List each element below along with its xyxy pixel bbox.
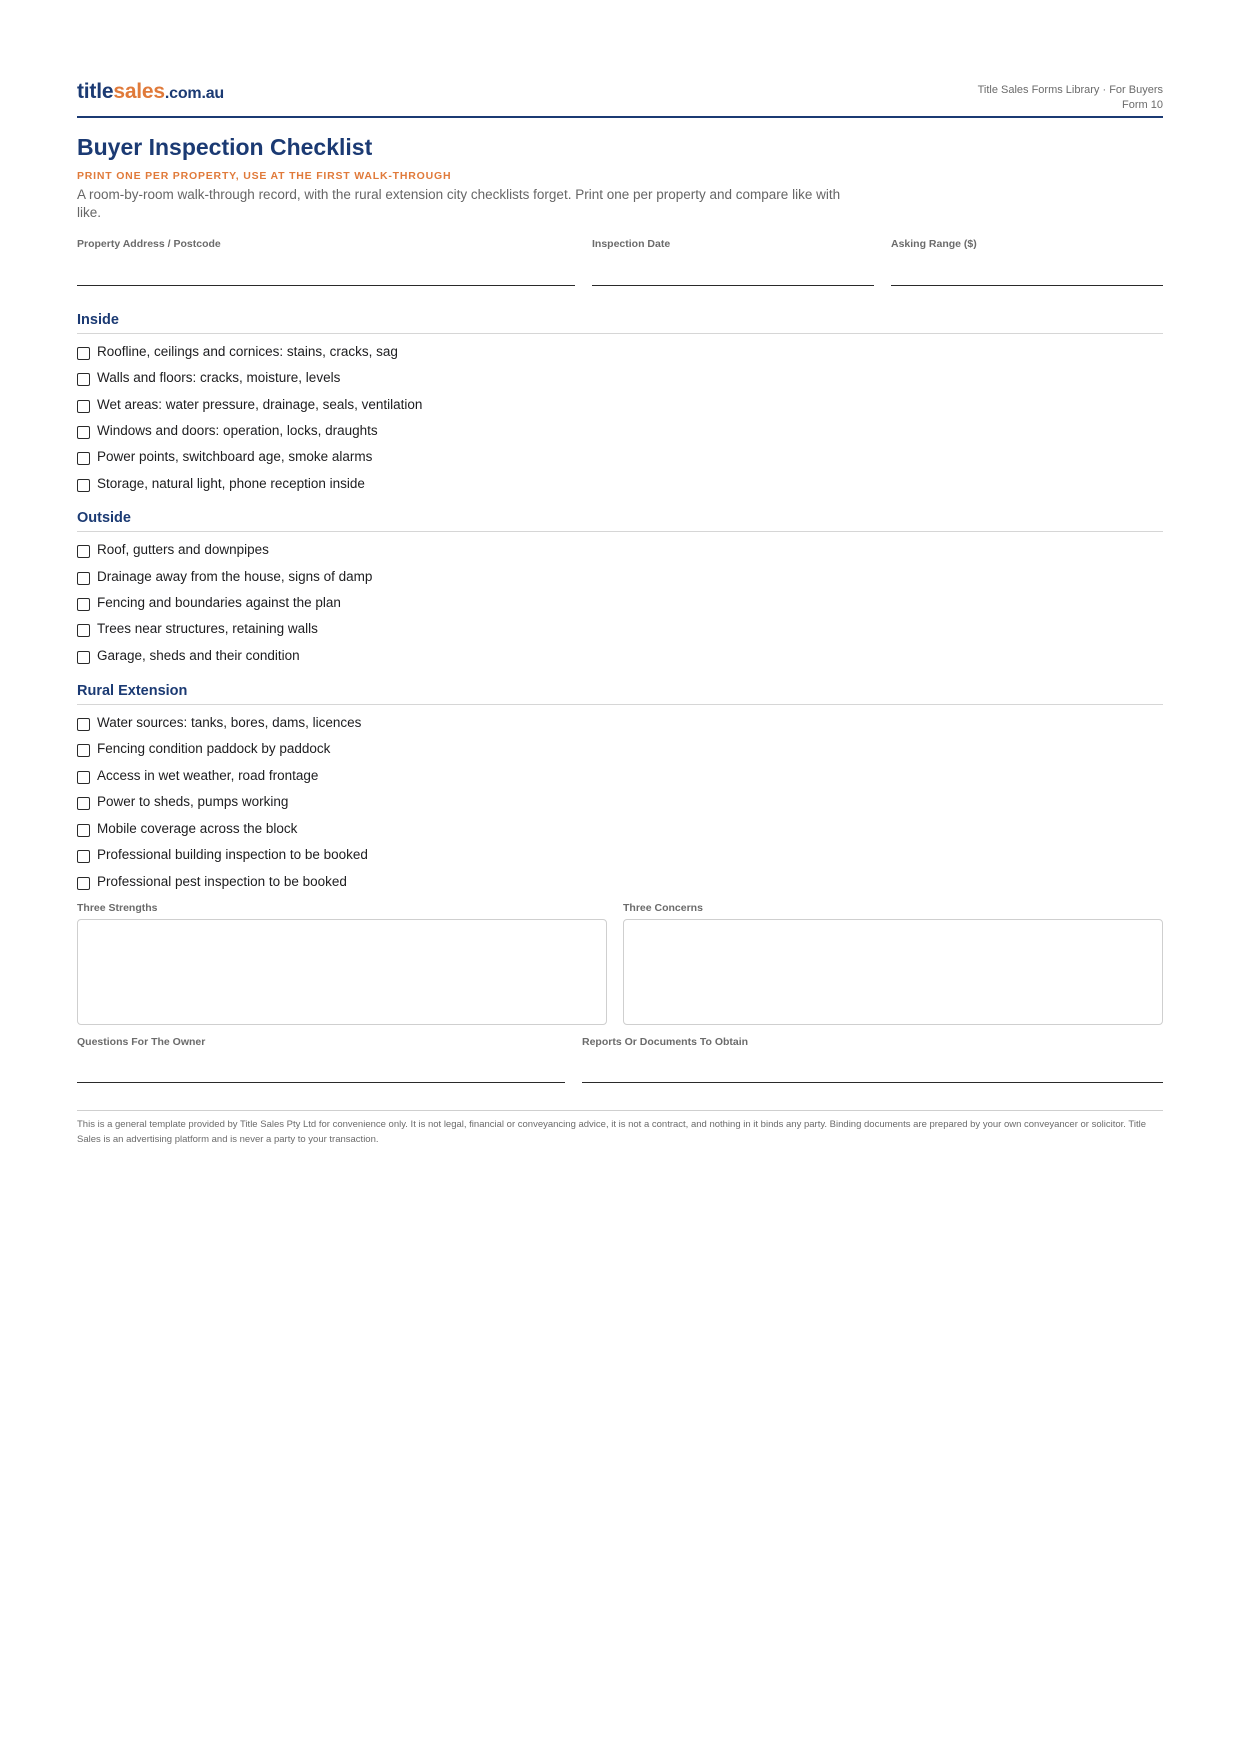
form-number: Form 10 — [1122, 98, 1163, 111]
strengths-box[interactable] — [77, 919, 607, 1025]
reports-field[interactable] — [582, 1082, 1163, 1083]
footer-divider — [77, 1110, 1163, 1111]
checkbox[interactable] — [77, 651, 90, 664]
checkbox[interactable] — [77, 426, 90, 439]
checkbox[interactable] — [77, 545, 90, 558]
checkbox[interactable] — [77, 373, 90, 386]
date-label: Inspection Date — [592, 238, 671, 250]
section-inside — [77, 309, 1163, 334]
checkbox[interactable] — [77, 347, 90, 360]
checkbox[interactable] — [77, 877, 90, 890]
checkbox[interactable] — [77, 771, 90, 784]
section-title: Outside — [77, 510, 131, 526]
section-outside — [77, 507, 1163, 532]
checkbox[interactable] — [77, 479, 90, 492]
brand-part-title: title — [77, 80, 114, 103]
checkbox[interactable] — [77, 452, 90, 465]
strengths-label: Three Strengths — [77, 902, 158, 914]
concerns-box[interactable] — [623, 919, 1163, 1025]
form-meta — [978, 83, 1163, 112]
page-title: Buyer Inspection Checklist — [77, 134, 373, 160]
reports-label: Reports Or Documents To Obtain — [582, 1036, 749, 1048]
page-kicker: PRINT ONE PER PROPERTY, USE AT THE FIRST WALK-THROUGH — [77, 170, 452, 182]
address-field[interactable] — [77, 285, 575, 286]
checkbox[interactable] — [77, 797, 90, 810]
section-rural-extension — [77, 680, 1163, 705]
checkbox[interactable] — [77, 850, 90, 863]
checkbox[interactable] — [77, 718, 90, 731]
page-header — [77, 80, 1163, 118]
checkbox[interactable] — [77, 572, 90, 585]
concerns-label: Three Concerns — [623, 902, 703, 914]
date-field[interactable] — [592, 285, 874, 286]
questions-field[interactable] — [77, 1082, 565, 1083]
brand-part-domain: .com.au — [164, 85, 224, 102]
questions-label: Questions For The Owner — [77, 1036, 206, 1048]
disclaimer: This is a general template provided by Title Sales Pty Ltd for convenience only. It is not legal, financial or conveyancing advice, it is not a contract, and nothing in it binds any party. Binding documents are prepared by your own conveyancer or solicitor. Title Sales is an advertising platform and is never a party to your transaction. — [77, 1119, 1146, 1145]
checkbox[interactable] — [77, 624, 90, 637]
range-label: Asking Range ($) — [891, 238, 977, 250]
brand-logo[interactable] — [77, 80, 224, 104]
checkbox[interactable] — [77, 598, 90, 611]
form-library-label: Title Sales Forms Library · For Buyers — [977, 84, 1163, 96]
brand-part-sales: sales — [113, 80, 165, 103]
checkbox[interactable] — [77, 824, 90, 837]
address-label: Property Address / Postcode — [77, 238, 221, 250]
checkbox[interactable] — [77, 744, 90, 757]
range-field[interactable] — [891, 285, 1163, 286]
section-title: Rural Extension — [77, 683, 188, 699]
page-intro: A room-by-room walk-through record, with the rural extension city checklists forget. Print one per property and compare like with like. — [77, 187, 841, 220]
section-title: Inside — [77, 312, 119, 328]
checkbox[interactable] — [77, 400, 90, 413]
